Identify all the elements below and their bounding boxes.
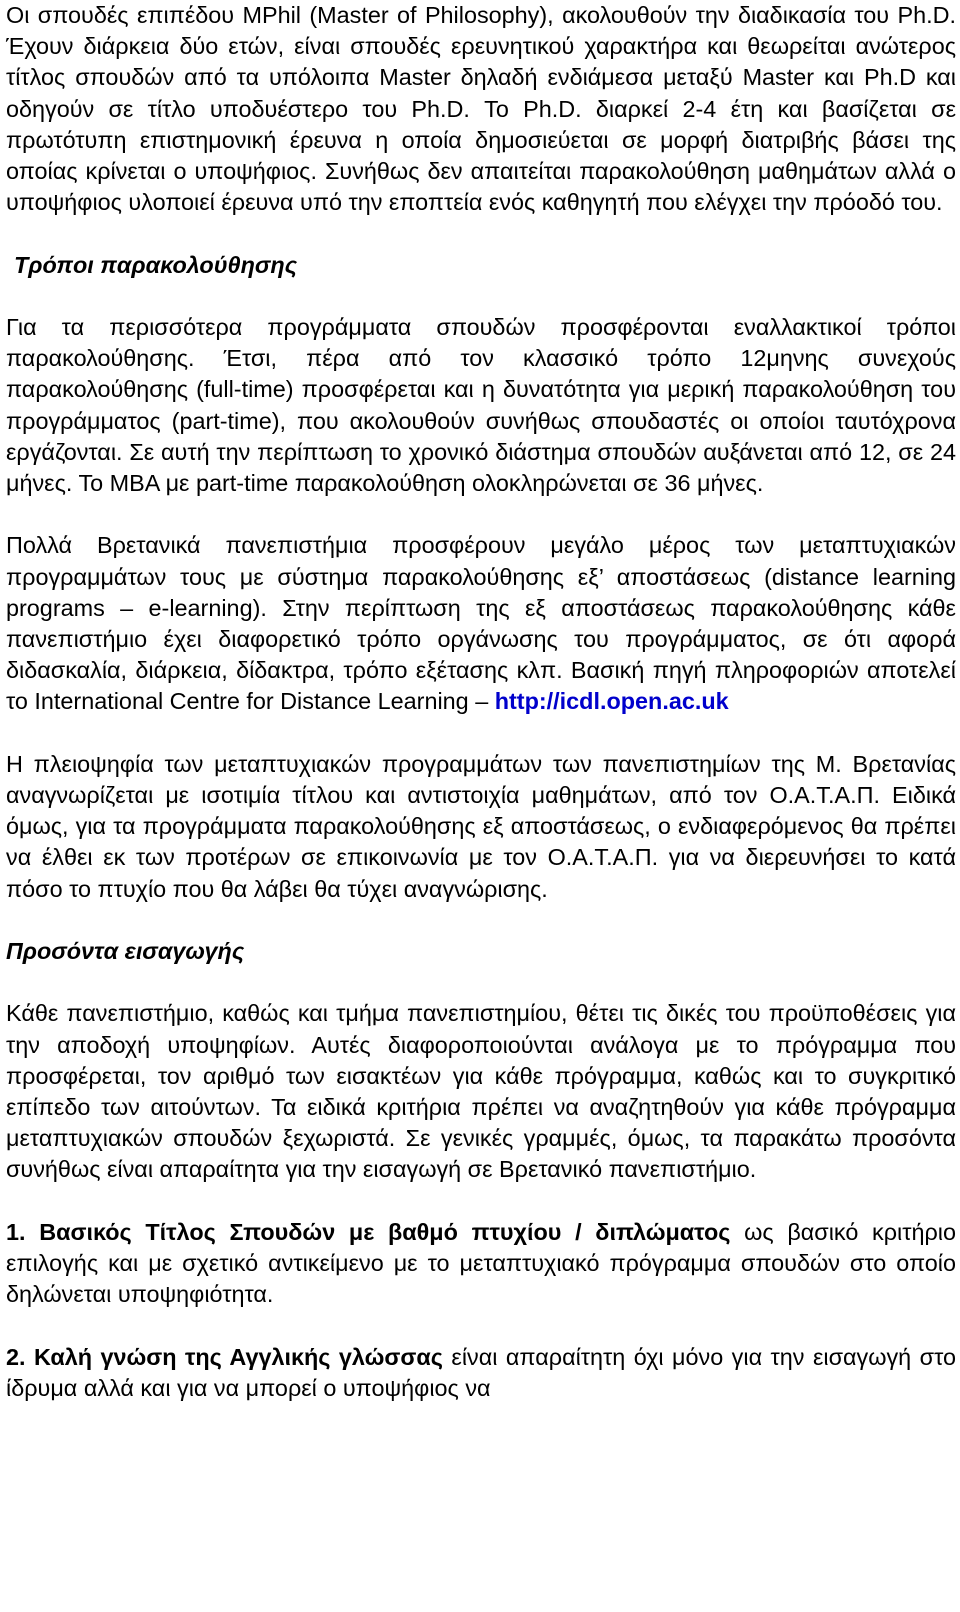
spacer — [6, 718, 956, 749]
list-item-english — [6, 1342, 956, 1404]
paragraph-recognition: Η πλειοψηφία των μεταπτυχιακών προγραμμάτων των πανεπιστημίων της Μ. Βρετανίας αναγνωρίζεται με ισοτιμία τίτλου και αντιστοιχία μαθημάτων, από τον Ο.Α.Τ.Α.Π. Ειδικά όμως, για τα προγράμματα παρακολούθησης εξ αποστάσεως, ο ενδιαφερόμενος θα πρέπει να έλθει εκ των προτέρων σε επικοινωνία με τον Ο.Α.Τ.Α.Π. για να διερευνήσει το κατά πόσο το πτυχίο που θα λάβει θα τύχει αναγνώρισης. — [6, 750, 956, 902]
paragraph-qualifications: Κάθε πανεπιστήμιο, καθώς και τμήμα πανεπιστημίου, θέτει τις δικές του προϋποθέσεις για την αποδοχή υποψηφίων. Αυτές διαφοροποιούνται ανάλογα με το πρόγραμμα που προσφέρεται, τον αριθμό των εισακτέων για κάθε πρόγραμμα, καθώς και το συγκριτικό επίπεδο των αιτούντων. Τα ειδικά κριτήρια πρέπει να αναζητηθούν για κάθε πρόγραμμα μεταπτυχιακών σπουδών ξεχωριστά. Σε γενικές γραμμές, όμως, τα παρακάτω προσόντα συνήθως είναι απαραίτητα για την εισαγωγή σε Βρετανικό πανεπιστήμιο. — [6, 1000, 956, 1183]
list-item-english-title: 2. Καλή γνώση της Αγγλικής γλώσσας — [6, 1343, 443, 1370]
spacer — [6, 1186, 956, 1217]
heading-attendance-modes: Τρόποι παρακολούθησης — [14, 251, 298, 278]
spacer — [6, 218, 956, 249]
spacer — [6, 905, 956, 936]
spacer — [6, 499, 956, 530]
spacer — [6, 967, 956, 998]
list-item-degree-title: 1. Βασικός Τίτλος Σπουδών με βαθμό πτυχίου / διπλώματος — [6, 1218, 731, 1245]
list-item-degree — [6, 1217, 956, 1311]
list-item-degree-text: ως βασικό κριτήριο επιλογής και με σχετικό αντικείμενο με το μεταπτυχιακό πρόγραμμα σπουδών στο οποίο δηλώνεται υποψηφιότητα. — [6, 1218, 956, 1308]
heading-admission-qualifications: Προσόντα εισαγωγής — [6, 938, 245, 965]
list-item-english-text: είναι απαραίτητη όχι μόνο για την εισαγωγή στο ίδρυμα αλλά και για να μπορεί ο υποψήφιος να — [6, 1343, 956, 1401]
paragraph-attendance: Για τα περισσότερα προγράμματα σπουδών προσφέρονται εναλλακτικοί τρόποι παρακολούθησης. Έτσι, πέρα από τον κλασσικό τρόπο 12μηνης συνεχούς παρακολούθησης (full-time) προσφέρεται και η δυνατότητα για μερική παρακολούθηση του προγράμματος (part-time), που ακολουθούν συνήθως σπουδαστές οι οποίοι ταυτόχρονα εργάζονται. Σε αυτή την περίπτωση το χρονικό διάστημα σπουδών αυξάνεται από 12, σε 24 μήνες. Το MBA με part-time παρακολούθηση ολοκληρώνεται σε 36 μήνες. — [6, 314, 956, 497]
icdl-link[interactable]: http://icdl.open.ac.uk — [494, 688, 729, 715]
paragraph-distance-text: Πολλά Βρετανικά πανεπιστήμια προσφέρουν μεγάλο μέρος των μεταπτυχιακών προγραμμάτων τους με σύστημα παρακολούθησης εξ’ αποστάσεως (distance learning programs – e-learning). Στην περίπτωση της εξ αποστάσεως παρακολούθησης κάθε πανεπιστήμιο έχει διαφορετικό τρόπο οργάνωσης του προγράμματος, σε ότι αφορά διδασκαλία, διάρκεια, δίδακτρα, τρόπο εξέτασης κλπ. Βασική πηγή πληροφοριών αποτελεί το International Centre for Distance Learning – — [6, 532, 956, 715]
paragraph-mphil: Οι σπουδές επιπέδου MPhil (Master of Philosophy), ακολουθούν την διαδικασία του Ph.D. Έχουν διάρκεια δύο ετών, είναι σπουδές ερευνητικού χαρακτήρα και θεωρείται ανώτερος τίτλος σπουδών από τα υπόλοιπα Master δηλαδή ενδιάμεσα μεταξύ Master και Ph.D και οδηγούν σε τίτλο υποδυέστερο του Ph.D. Το Ph.D. διαρκεί 2-4 έτη και βασίζεται σε πρωτότυπη επιστημονική έρευνα η οποία δημοσιεύεται σε μορφή διατριβής βάσει της οποίας κρίνεται ο υποψήφιος. Συνήθως δεν απαιτείται παρακολούθηση μαθημάτων αλλά ο υποψήφιος υλοποιεί έρευνα υπό την εποπτεία ενός καθηγητή που ελέγχει την πρόοδό του. — [6, 2, 956, 216]
paragraph-distance-learning — [6, 530, 956, 717]
spacer — [6, 1310, 956, 1341]
document-page — [6, 0, 956, 1404]
spacer — [6, 281, 956, 312]
